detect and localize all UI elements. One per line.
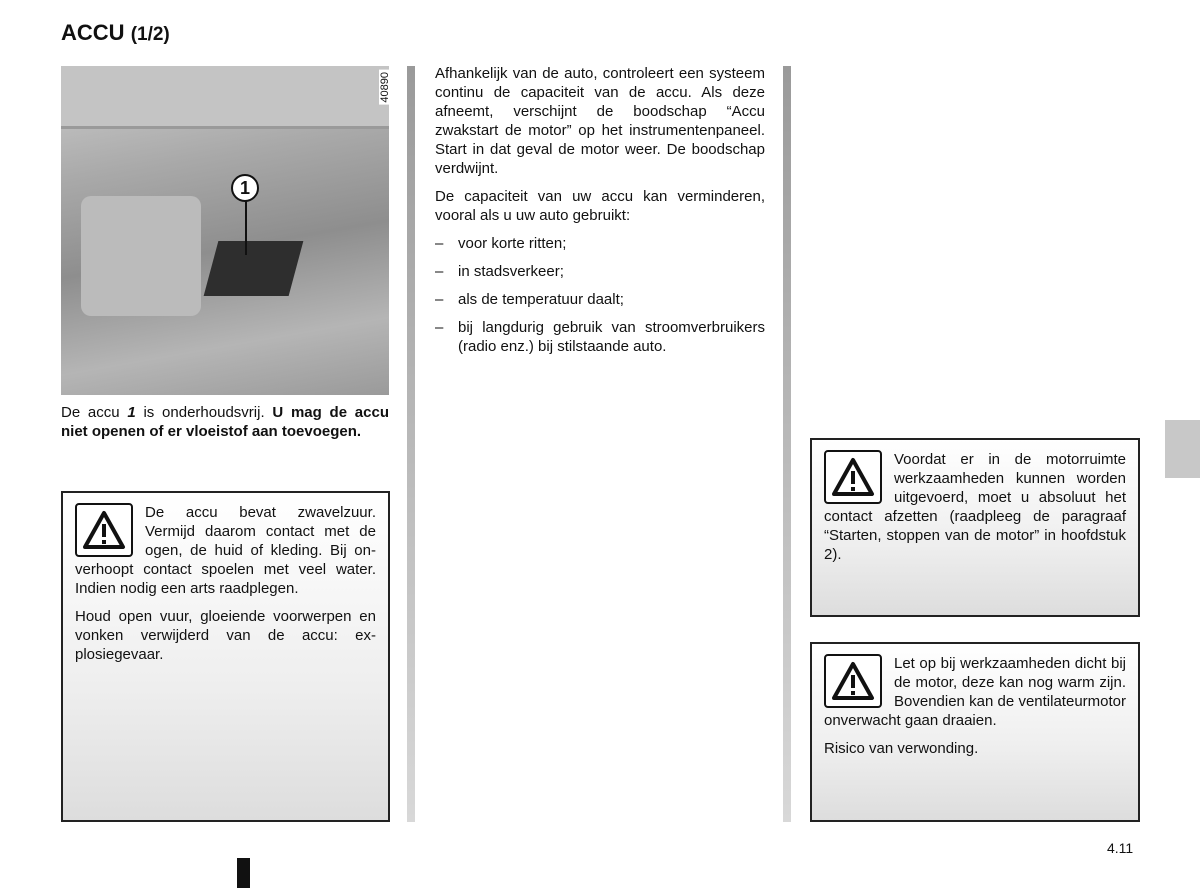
hood <box>61 66 389 129</box>
title-text: ACCU <box>61 20 125 45</box>
warning-text: Risico van verwonding. <box>824 740 979 757</box>
warning-triangle-icon <box>824 654 882 708</box>
warning-triangle-icon <box>824 450 882 504</box>
warning-text: Houd open vuur, gloeiende voorwerpen en vonken verwijderd van de accu: explosiegevaar. <box>75 608 376 663</box>
dash: – <box>435 319 444 336</box>
engine-cover <box>81 196 201 316</box>
chapter-tab <box>1165 420 1200 478</box>
print-mark <box>237 858 250 888</box>
dash: – <box>435 263 444 280</box>
usage-list <box>435 234 765 356</box>
paragraph: De capaciteit van uw accu kan verminderen, vooral als u uw auto gebruikt: <box>435 188 765 224</box>
list-item <box>435 234 765 253</box>
page-title <box>61 20 170 46</box>
list-item-text: voor korte ritten; <box>458 235 567 252</box>
warning-box-acid <box>61 491 390 822</box>
dash: – <box>435 291 444 308</box>
caption-ref: 1 <box>127 404 136 421</box>
warning-box-ignition <box>810 438 1140 617</box>
list-item-text: bij langdurig gebruik van stroomverbruikers (radio enz.) bij stilstaande auto. <box>458 319 765 355</box>
engine-bay-photo <box>61 66 389 395</box>
list-item <box>435 318 765 356</box>
warning-box-hot-engine <box>810 642 1140 822</box>
middle-column <box>435 64 765 365</box>
column-divider <box>783 66 791 822</box>
warning-text: De accu bevat zwavelzuur. Vermijd daarom contact met de ogen, de huid of kleding. Bij onverhoopt contact spoelen met veel water. Indien nodig een arts raadplegen. <box>75 504 376 597</box>
warning-text: Voordat er in de motorruimte werkzaamheden kunnen worden uitgevoerd, moet u absoluut het contact afzetten (raadpleeg de paragraaf “Starten, stoppen van de motor” in hoofdstuk 2). <box>824 451 1126 563</box>
battery-caption <box>61 403 389 441</box>
warning-text: Let op bij werkzaamheden dicht bij de motor, deze kan nog warm zijn. Bovendien kan de ventilateurmotor onverwacht gaan draaien. <box>824 655 1126 729</box>
callout-1: 1 <box>231 174 259 202</box>
page-number: 4.11 <box>1107 840 1134 856</box>
list-item-text: als de temperatuur daalt; <box>458 291 624 308</box>
column-divider <box>407 66 415 822</box>
caption-text: De accu <box>61 404 128 421</box>
paragraph: Afhankelijk van de auto, controleert een systeem continu de capaciteit van de accu. Als deze afneemt, verschijnt de boodschap “Accu zwakstart de motor” op het instrumentenpaneel. Start in dat geval de motor weer. De boodschap verdwijnt. <box>435 65 765 177</box>
image-number: 40890 <box>379 72 391 103</box>
list-item-text: in stadsverkeer; <box>458 263 564 280</box>
battery <box>204 241 304 296</box>
caption-bold: U mag de accu niet openen of er vloeistof aan toevoegen. <box>61 404 389 440</box>
warning-triangle-icon <box>75 503 133 557</box>
title-part: (1/2) <box>130 24 170 45</box>
caption-text: is onderhoudsvrij. <box>135 404 273 421</box>
list-item <box>435 290 765 309</box>
dash: – <box>435 235 444 252</box>
list-item <box>435 262 765 281</box>
callout-leader <box>245 200 247 255</box>
